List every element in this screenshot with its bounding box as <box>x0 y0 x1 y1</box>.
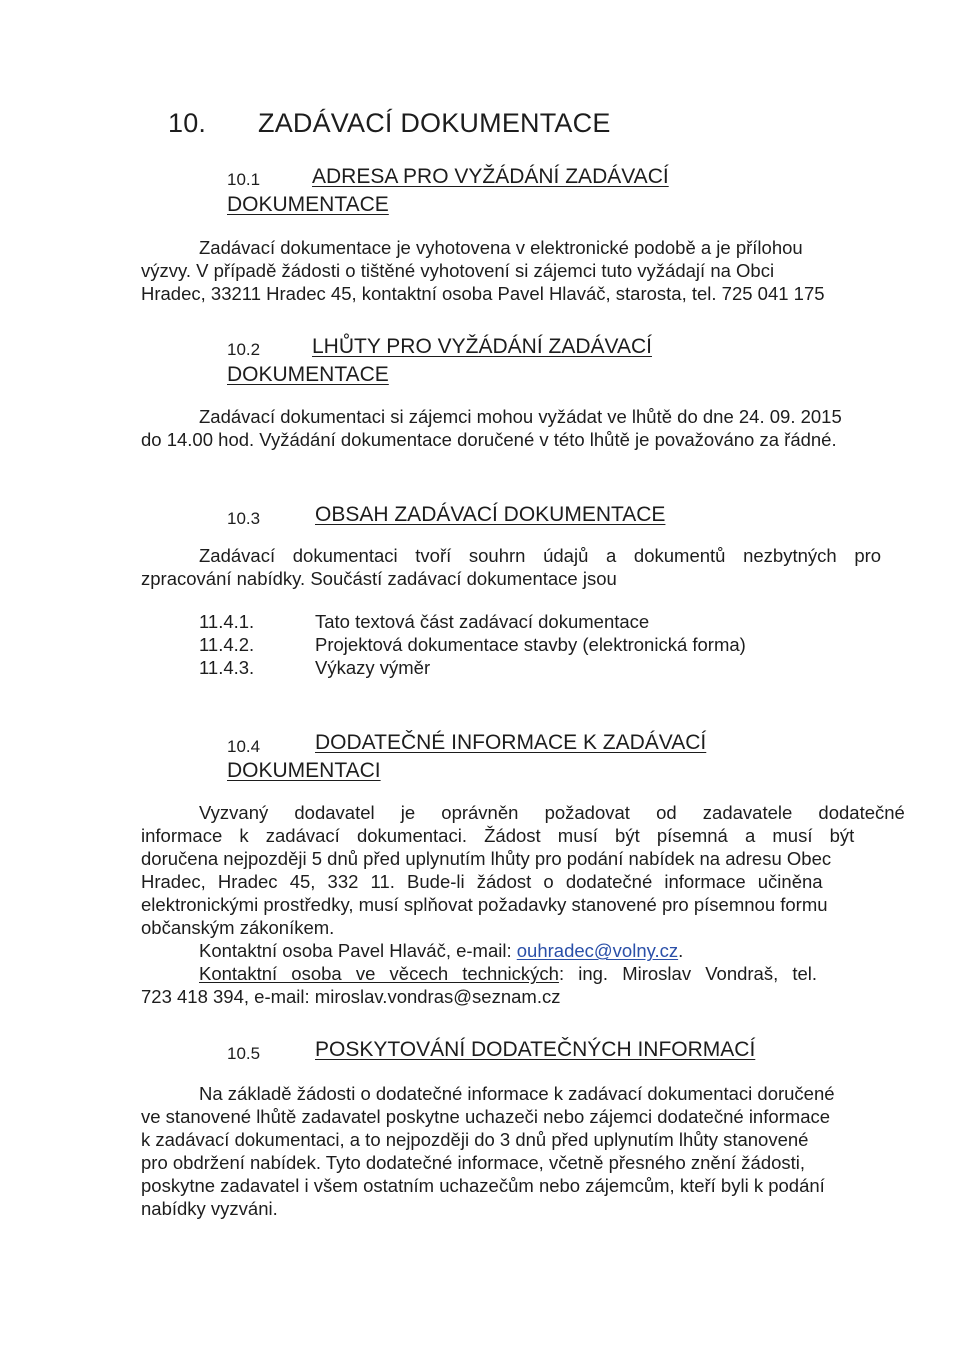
list-item-text: Výkazy výměr <box>315 657 431 678</box>
section-1-line-3: Hradec, 33211 Hradec 45, kontaktní osoba Pavel Hlaváč, starosta, tel. 725 041 175 <box>141 283 825 304</box>
section-1-line-1 <box>199 239 869 258</box>
contact-1-suffix: . <box>678 940 684 961</box>
contact-line-2 <box>199 965 817 984</box>
section-5-line-6: nabídky vyzváni. <box>141 1198 278 1219</box>
main-title-text: ZADÁVACÍ DOKUMENTACE <box>258 108 611 138</box>
section-2-number: 10.2 <box>227 340 261 359</box>
section-4-line-6: občanským zákoníkem. <box>141 917 335 938</box>
list-item-number: 11.4.2. <box>199 634 255 655</box>
section-2-line-2: do 14.00 hod. Vyžádání dokumentace doručené v této lhůtě je považováno za řádné. <box>141 429 837 450</box>
section-2-title: LHŮTY PRO VYŽÁDÁNÍ ZADÁVACÍ <box>312 335 652 358</box>
list-item-text: Projektová dokumentace stavby (elektronická forma) <box>315 634 746 655</box>
section-4-line-5: elektronickými prostředky, musí splňovat požadavky stanovené pro písemnou formu <box>141 894 828 915</box>
technical-contact-label: Kontaktní osoba ve věcech technických <box>199 963 559 984</box>
section-1-number: 10.1 <box>227 170 261 189</box>
section-4-line-4: Hradec, Hradec 45, 332 11. Bude-li žádost o dodatečné informace učiněna <box>141 871 823 892</box>
section-3-line-2: zpracování nabídky. Součástí zadávací dokumentace jsou <box>141 568 617 589</box>
section-1-title-cont: DOKUMENTACE <box>227 193 389 216</box>
contact-line-1 <box>199 942 683 961</box>
section-3-line-1: Zadávací dokumentaci tvoří souhrn údajů a dokumentů nezbytných pro <box>199 545 882 566</box>
section-4-title-cont: DOKUMENTACI <box>227 759 381 782</box>
section-4-number: 10.4 <box>227 737 261 756</box>
list-item-number: 11.4.1. <box>199 611 255 632</box>
section-5-number: 10.5 <box>227 1044 261 1063</box>
contact-1-prefix: Kontaktní osoba Pavel Hlaváč, e-mail: <box>199 940 517 961</box>
section-1-line-2: výzvy. V případě žádosti o tištěné vyhotovení si zájemci tuto vyžádají na Obci <box>141 260 775 281</box>
list-item-text: Tato textová část zadávací dokumentace <box>315 611 650 632</box>
section-5-line-1: Na základě žádosti o dodatečné informace k zadávací dokumentaci doručené <box>199 1083 835 1104</box>
section-5-line-5: poskytne zadavatel i všem ostatním uchazečům nebo zájemcům, kteří byli k podání <box>141 1175 825 1196</box>
section-4-line-1: Vyzvaný dodavatel je oprávněn požadovat od zadavatele dodatečné <box>199 802 905 823</box>
section-2-title-cont: DOKUMENTACE <box>227 363 389 386</box>
contact-line-3: 723 418 394, e-mail: miroslav.vondras@seznam.cz <box>141 986 561 1007</box>
section-3-title: OBSAH ZADÁVACÍ DOKUMENTACE <box>315 503 666 526</box>
section-3-number: 10.3 <box>227 509 261 528</box>
section-4-title: DODATEČNÉ INFORMACE K ZADÁVACÍ <box>315 731 707 754</box>
section-5-line-3: k zadávací dokumentaci, a to nejpozději do 3 dnů před uplynutím lhůty stanovené <box>141 1129 809 1150</box>
section-4-line-3: doručena nejpozději 5 dnů před uplynutím lhůty pro podání nabídek na adresu Obec <box>141 848 832 869</box>
main-title <box>168 108 611 139</box>
section-1-line-1-text: Zadávací dokumentace je vyhotovena v elektronické podobě a je přílohou <box>199 237 803 258</box>
list-item-number: 11.4.3. <box>199 657 255 678</box>
section-2-line-1: Zadávací dokumentaci si zájemci mohou vyžádat ve lhůtě do dne 24. 09. 2015 <box>199 406 842 427</box>
main-title-number: 10. <box>168 108 207 138</box>
section-1-title: ADRESA PRO VYŽÁDÁNÍ ZADÁVACÍ <box>312 165 669 188</box>
email-link[interactable]: ouhradec@volny.cz <box>516 940 679 961</box>
section-5-line-4: pro obdržení nabídek. Tyto dodatečné informace, včetně přesného znění žádosti, <box>141 1152 806 1173</box>
section-5-title: POSKYTOVÁNÍ DODATEČNÝCH INFORMACÍ <box>315 1038 756 1061</box>
section-4-line-2: informace k zadávací dokumentaci. Žádost musí být písemná a musí být <box>141 825 855 846</box>
section-5-line-2: ve stanovené lhůtě zadavatel poskytne uchazeči nebo zájemci dodatečné informace <box>141 1106 831 1127</box>
technical-contact-rest: : ing. Miroslav Vondraš, tel. <box>558 963 818 984</box>
